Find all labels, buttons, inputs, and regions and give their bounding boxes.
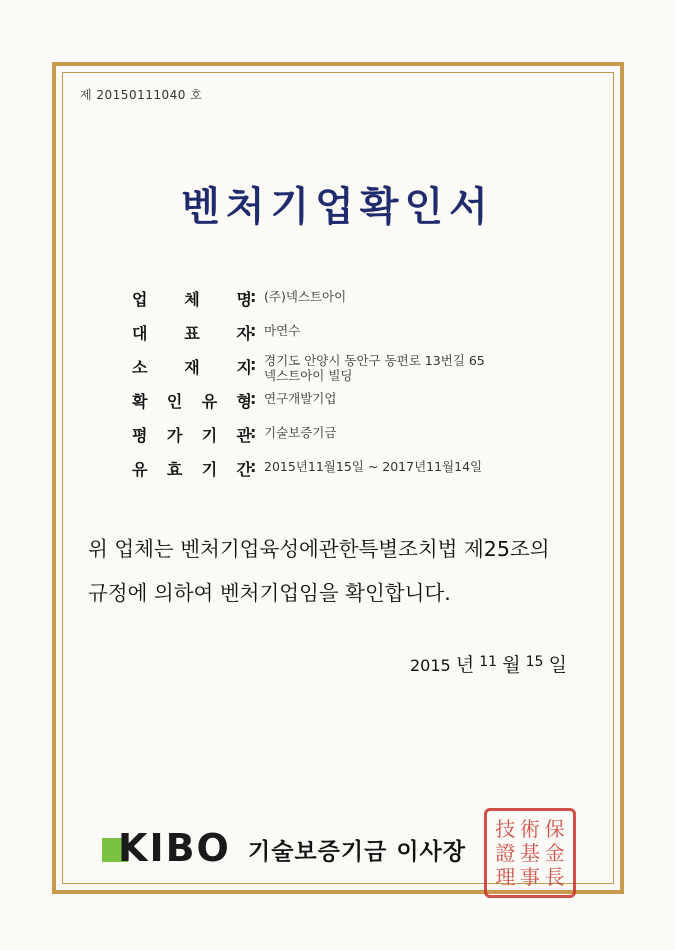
field-row-company: 업 체 명 : (주)넥스트아이 (132, 287, 347, 309)
confirmation-statement (88, 527, 608, 615)
field-value: 마연수 (264, 323, 301, 338)
field-row-agency: 평 가 기 관 : 기술보증기금 (132, 423, 337, 445)
field-label: 평 가 기 관 (132, 426, 252, 445)
issuer-block (102, 826, 466, 870)
issuer-name: 기술보증기금 이사장 (248, 838, 466, 865)
field-row-validity: 유 효 기 간 : 2015년11월15일 ~ 2017년11월14일 (132, 457, 483, 479)
field-row-address: 소 재 지 : 경기도 안양시 동안구 동편로 13번길 65 넥스트아이 빌딩 (132, 355, 592, 383)
statement-line-1: 위 업체는 벤처기업육성에관한특별조치법 제25조의 (88, 537, 550, 561)
kibo-logo: KIBO (102, 832, 232, 866)
serial-number: 제 20150111040 호 (80, 88, 203, 102)
field-label: 유 효 기 간 (132, 460, 252, 479)
statement-line-2: 규정에 의하여 벤처기업임을 확인합니다. (88, 581, 451, 605)
field-label: 업 체 명 (132, 290, 252, 309)
field-value: 기술보증기금 (264, 425, 337, 440)
field-label: 소 재 지 (132, 358, 252, 377)
issue-date: 2015 년 11 월 15 일 (410, 654, 567, 676)
field-value: 2015년11월15일 ~ 2017년11월14일 (264, 459, 483, 474)
field-value: (주)넥스트아이 (264, 289, 347, 304)
field-value: 경기도 안양시 동안구 동편로 13번길 65 넥스트아이 빌딩 (264, 353, 485, 383)
field-row-type: 확 인 유 형 : 연구개발기업 (132, 389, 337, 411)
field-row-representative: 대 표 자 : 마연수 (132, 321, 301, 343)
field-label: 확 인 유 형 (132, 392, 252, 411)
field-label: 대 표 자 (132, 324, 252, 343)
certificate-title: 벤처기업확인서 (181, 183, 494, 230)
official-seal-stamp: 技 術 保 證 基 金 理 事 長 (484, 808, 576, 898)
field-value: 연구개발기업 (264, 391, 337, 406)
